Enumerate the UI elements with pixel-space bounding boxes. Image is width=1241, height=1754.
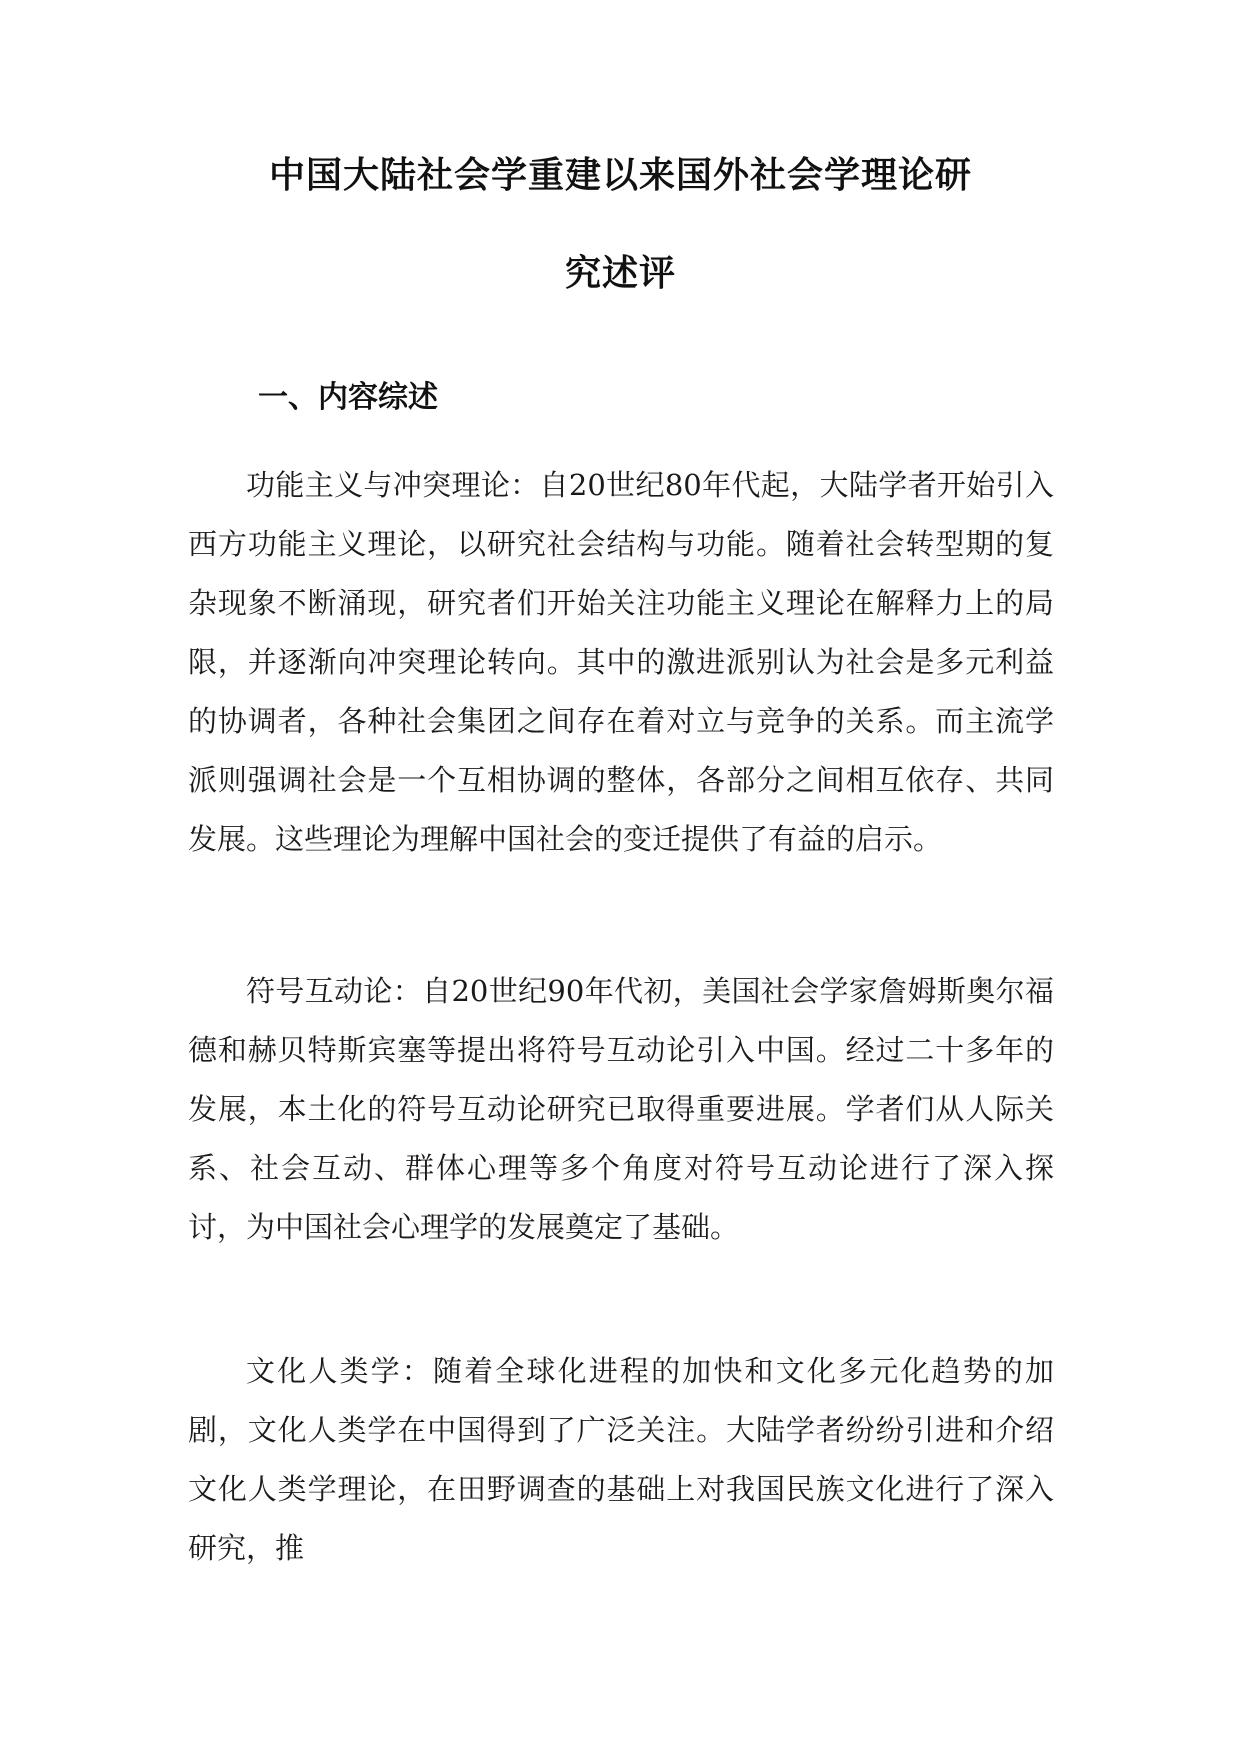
paragraph-cultural-anthropology: 文化人类学：随着全球化进程的加快和文化多元化趋势的加剧，文化人类学在中国得到了广泛关注。大陆学者纷纷引进和介绍文化人类学理论，在田野调查的基础上对我国民族文化进行了深入研究，推: [188, 1354, 1054, 1565]
document-title-line-2: 究述评: [564, 253, 676, 294]
paragraph-symbolic-interactionism: 符号互动论：自20世纪90年代初，美国社会学家詹姆斯奥尔福德和赫贝特斯宾塞等提出将符号互动论引入中国。经过二十多年的发展，本土化的符号互动论研究已取得重要进展。学者们从人际关系、社会互动、群体心理等多个角度对符号互动论进行了深入探讨，为中国社会心理学的发展奠定了基础。: [188, 974, 1054, 1244]
paragraph-functionalism-conflict: 功能主义与冲突理论：自20世纪80年代起，大陆学者开始引入西方功能主义理论，以研究社会结构与功能。随着社会转型期的复杂现象不断涌现，研究者们开始关注功能主义理论在解释力上的局限，并逐渐向冲突理论转向。其中的激进派别认为社会是多元利益的协调者，各种社会集团之间存在着对立与竞争的关系。而主流学派则强调社会是一个互相协调的整体，各部分之间相互依存、共同发展。这些理论为理解中国社会的变迁提供了有益的启示。: [188, 468, 1054, 856]
section-heading: 一、内容综述: [258, 380, 438, 415]
document-title-line-1: 中国大陆社会学重建以来国外社会学理论研: [268, 155, 972, 196]
